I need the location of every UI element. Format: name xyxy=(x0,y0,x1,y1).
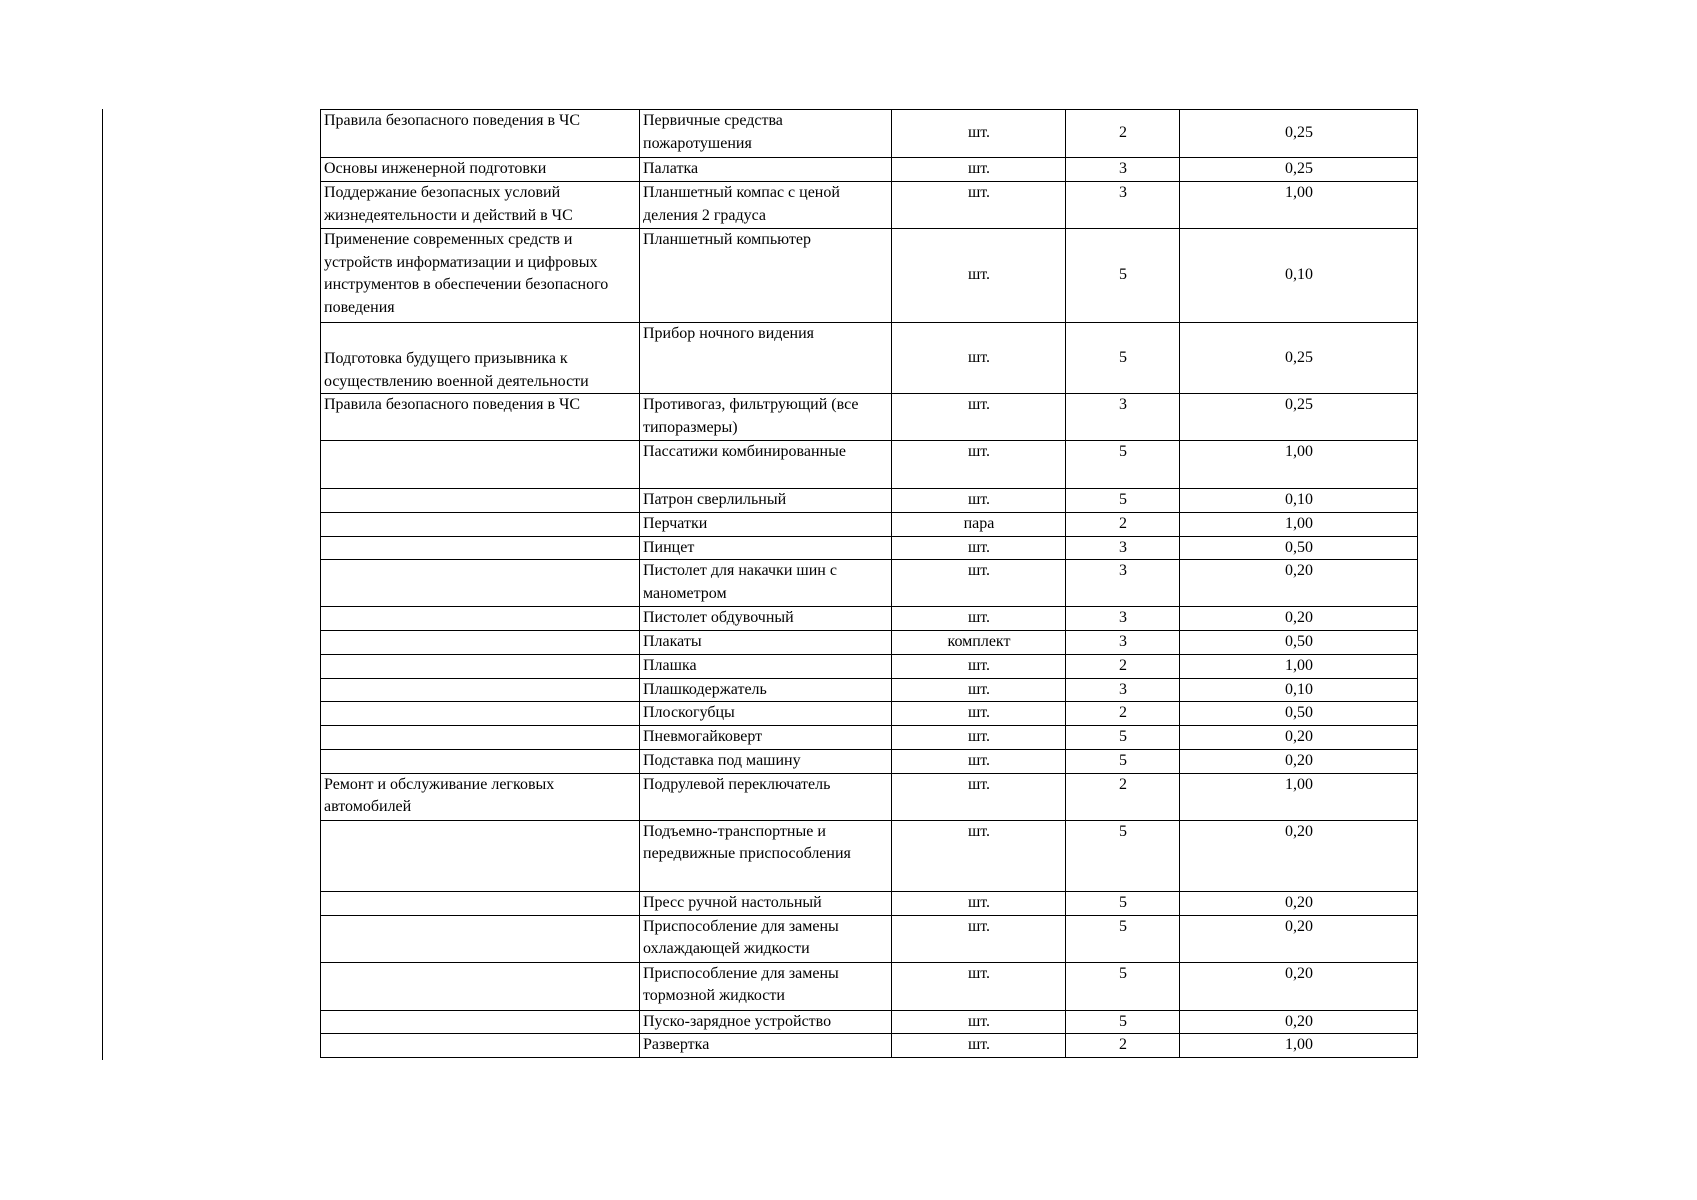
item-cell: Прибор ночного видения xyxy=(640,323,892,394)
item-cell: Приспособление для замены охлаждающей жидкости xyxy=(640,915,892,962)
table-row xyxy=(321,323,1418,394)
qty-cell: 5 xyxy=(1066,489,1180,513)
table-row xyxy=(321,820,1418,891)
item-cell: Палатка xyxy=(640,158,892,182)
coef-cell: 1,00 xyxy=(1180,1034,1418,1058)
coef-cell: 0,50 xyxy=(1180,631,1418,655)
section-cell xyxy=(321,915,640,962)
item-cell: Противогаз, фильтрующий (все типоразмеры) xyxy=(640,394,892,441)
table-row xyxy=(321,489,1418,513)
unit-cell: шт. xyxy=(892,489,1066,513)
coef-cell: 0,25 xyxy=(1180,394,1418,441)
qty-cell: 3 xyxy=(1066,536,1180,560)
table-row xyxy=(321,891,1418,915)
item-cell: Пассатижи комбинированные xyxy=(640,441,892,489)
table-row xyxy=(321,915,1418,962)
section-cell: Применение современных средств и устройств информатизации и цифровых инструментов в обеспечении безопасного поведения xyxy=(321,229,640,323)
table-row xyxy=(321,1010,1418,1034)
unit-cell: шт. xyxy=(892,394,1066,441)
item-cell: Подрулевой переключатель xyxy=(640,773,892,820)
coef-cell: 0,25 xyxy=(1180,323,1418,394)
qty-cell: 5 xyxy=(1066,323,1180,394)
qty-cell: 2 xyxy=(1066,654,1180,678)
section-cell xyxy=(321,654,640,678)
section-cell: Правила безопасного поведения в ЧС xyxy=(321,394,640,441)
unit-cell: шт. xyxy=(892,702,1066,726)
coef-cell: 0,50 xyxy=(1180,702,1418,726)
section-cell xyxy=(321,1034,640,1058)
table-row xyxy=(321,678,1418,702)
item-cell: Плакаты xyxy=(640,631,892,655)
section-cell xyxy=(321,631,640,655)
unit-cell: шт. xyxy=(892,820,1066,891)
page-margin-line xyxy=(102,109,103,1060)
coef-cell: 0,20 xyxy=(1180,749,1418,773)
qty-cell: 5 xyxy=(1066,962,1180,1010)
qty-cell: 5 xyxy=(1066,229,1180,323)
item-cell: Пистолет для накачки шин с манометром xyxy=(640,560,892,607)
item-cell: Приспособление для замены тормозной жидкости xyxy=(640,962,892,1010)
item-cell: Первичные средства пожаротушения xyxy=(640,110,892,158)
qty-cell: 2 xyxy=(1066,1034,1180,1058)
table-row xyxy=(321,654,1418,678)
section-cell: Основы инженерной подготовки xyxy=(321,158,640,182)
coef-cell: 1,00 xyxy=(1180,654,1418,678)
qty-cell: 3 xyxy=(1066,158,1180,182)
section-cell xyxy=(321,512,640,536)
qty-cell: 3 xyxy=(1066,678,1180,702)
item-cell: Пистолет обдувочный xyxy=(640,607,892,631)
qty-cell: 5 xyxy=(1066,1010,1180,1034)
item-cell: Подставка под машину xyxy=(640,749,892,773)
unit-cell: шт. xyxy=(892,560,1066,607)
qty-cell: 5 xyxy=(1066,749,1180,773)
section-cell: Правила безопасного поведения в ЧС xyxy=(321,110,640,158)
item-cell: Пуско-зарядное устройство xyxy=(640,1010,892,1034)
qty-cell: 3 xyxy=(1066,182,1180,229)
unit-cell: шт. xyxy=(892,773,1066,820)
item-cell: Перчатки xyxy=(640,512,892,536)
table-row xyxy=(321,394,1418,441)
coef-cell: 0,20 xyxy=(1180,962,1418,1010)
item-cell: Плашкодержатель xyxy=(640,678,892,702)
coef-cell: 0,10 xyxy=(1180,678,1418,702)
coef-cell: 0,10 xyxy=(1180,229,1418,323)
coef-cell: 0,20 xyxy=(1180,726,1418,750)
section-cell: Поддержание безопасных условий жизнедеятельности и действий в ЧС xyxy=(321,182,640,229)
unit-cell: шт. xyxy=(892,110,1066,158)
section-cell xyxy=(321,820,640,891)
unit-cell: шт. xyxy=(892,441,1066,489)
table-row xyxy=(321,962,1418,1010)
qty-cell: 2 xyxy=(1066,702,1180,726)
unit-cell: шт. xyxy=(892,607,1066,631)
table-row xyxy=(321,441,1418,489)
qty-cell: 5 xyxy=(1066,441,1180,489)
unit-cell: шт. xyxy=(892,229,1066,323)
qty-cell: 5 xyxy=(1066,915,1180,962)
table-row xyxy=(321,1034,1418,1058)
qty-cell: 5 xyxy=(1066,820,1180,891)
coef-cell: 0,25 xyxy=(1180,110,1418,158)
coef-cell: 0,20 xyxy=(1180,915,1418,962)
coef-cell: 1,00 xyxy=(1180,512,1418,536)
table-row xyxy=(321,749,1418,773)
table-row xyxy=(321,182,1418,229)
item-cell: Подъемно-транспортные и передвижные приспособления xyxy=(640,820,892,891)
coef-cell: 0,20 xyxy=(1180,820,1418,891)
item-cell: Планшетный компас с ценой деления 2 градуса xyxy=(640,182,892,229)
unit-cell: шт. xyxy=(892,915,1066,962)
item-cell: Патрон сверлильный xyxy=(640,489,892,513)
table-row xyxy=(321,158,1418,182)
coef-cell: 0,20 xyxy=(1180,891,1418,915)
section-cell xyxy=(321,441,640,489)
section-cell xyxy=(321,726,640,750)
unit-cell: комплект xyxy=(892,631,1066,655)
qty-cell: 3 xyxy=(1066,560,1180,607)
qty-cell: 3 xyxy=(1066,631,1180,655)
unit-cell: шт. xyxy=(892,1034,1066,1058)
section-cell xyxy=(321,702,640,726)
table-row xyxy=(321,773,1418,820)
section-cell xyxy=(321,962,640,1010)
item-cell: Пневмогайковерт xyxy=(640,726,892,750)
coef-cell: 1,00 xyxy=(1180,773,1418,820)
item-cell: Плоскогубцы xyxy=(640,702,892,726)
coef-cell: 1,00 xyxy=(1180,182,1418,229)
item-cell: Пресс ручной настольный xyxy=(640,891,892,915)
table-row xyxy=(321,110,1418,158)
qty-cell: 3 xyxy=(1066,607,1180,631)
qty-cell: 2 xyxy=(1066,512,1180,536)
unit-cell: шт. xyxy=(892,323,1066,394)
section-cell xyxy=(321,536,640,560)
item-cell: Развертка xyxy=(640,1034,892,1058)
coef-cell: 0,50 xyxy=(1180,536,1418,560)
qty-cell: 5 xyxy=(1066,891,1180,915)
table-row xyxy=(321,512,1418,536)
table-row xyxy=(321,560,1418,607)
item-cell: Плашка xyxy=(640,654,892,678)
table-row xyxy=(321,229,1418,323)
unit-cell: шт. xyxy=(892,654,1066,678)
item-cell: Пинцет xyxy=(640,536,892,560)
section-cell xyxy=(321,678,640,702)
unit-cell: шт. xyxy=(892,158,1066,182)
coef-cell: 0,20 xyxy=(1180,560,1418,607)
unit-cell: пара xyxy=(892,512,1066,536)
section-cell: Подготовка будущего призывника к осуществлению военной деятельности xyxy=(321,323,640,394)
section-cell xyxy=(321,489,640,513)
unit-cell: шт. xyxy=(892,726,1066,750)
coef-cell: 0,20 xyxy=(1180,607,1418,631)
coef-cell: 0,25 xyxy=(1180,158,1418,182)
unit-cell: шт. xyxy=(892,182,1066,229)
unit-cell: шт. xyxy=(892,1010,1066,1034)
section-cell xyxy=(321,607,640,631)
unit-cell: шт. xyxy=(892,891,1066,915)
item-cell: Планшетный компьютер xyxy=(640,229,892,323)
coef-cell: 1,00 xyxy=(1180,441,1418,489)
table-row xyxy=(321,536,1418,560)
qty-cell: 2 xyxy=(1066,110,1180,158)
section-cell: Ремонт и обслуживание легковых автомобилей xyxy=(321,773,640,820)
section-cell xyxy=(321,749,640,773)
equipment-table xyxy=(320,109,1418,1058)
qty-cell: 3 xyxy=(1066,394,1180,441)
section-cell xyxy=(321,891,640,915)
unit-cell: шт. xyxy=(892,749,1066,773)
qty-cell: 2 xyxy=(1066,773,1180,820)
table-row xyxy=(321,726,1418,750)
qty-cell: 5 xyxy=(1066,726,1180,750)
coef-cell: 0,10 xyxy=(1180,489,1418,513)
section-cell xyxy=(321,560,640,607)
coef-cell: 0,20 xyxy=(1180,1010,1418,1034)
unit-cell: шт. xyxy=(892,536,1066,560)
section-cell xyxy=(321,1010,640,1034)
table-row xyxy=(321,631,1418,655)
unit-cell: шт. xyxy=(892,678,1066,702)
table-row xyxy=(321,607,1418,631)
unit-cell: шт. xyxy=(892,962,1066,1010)
table-row xyxy=(321,702,1418,726)
